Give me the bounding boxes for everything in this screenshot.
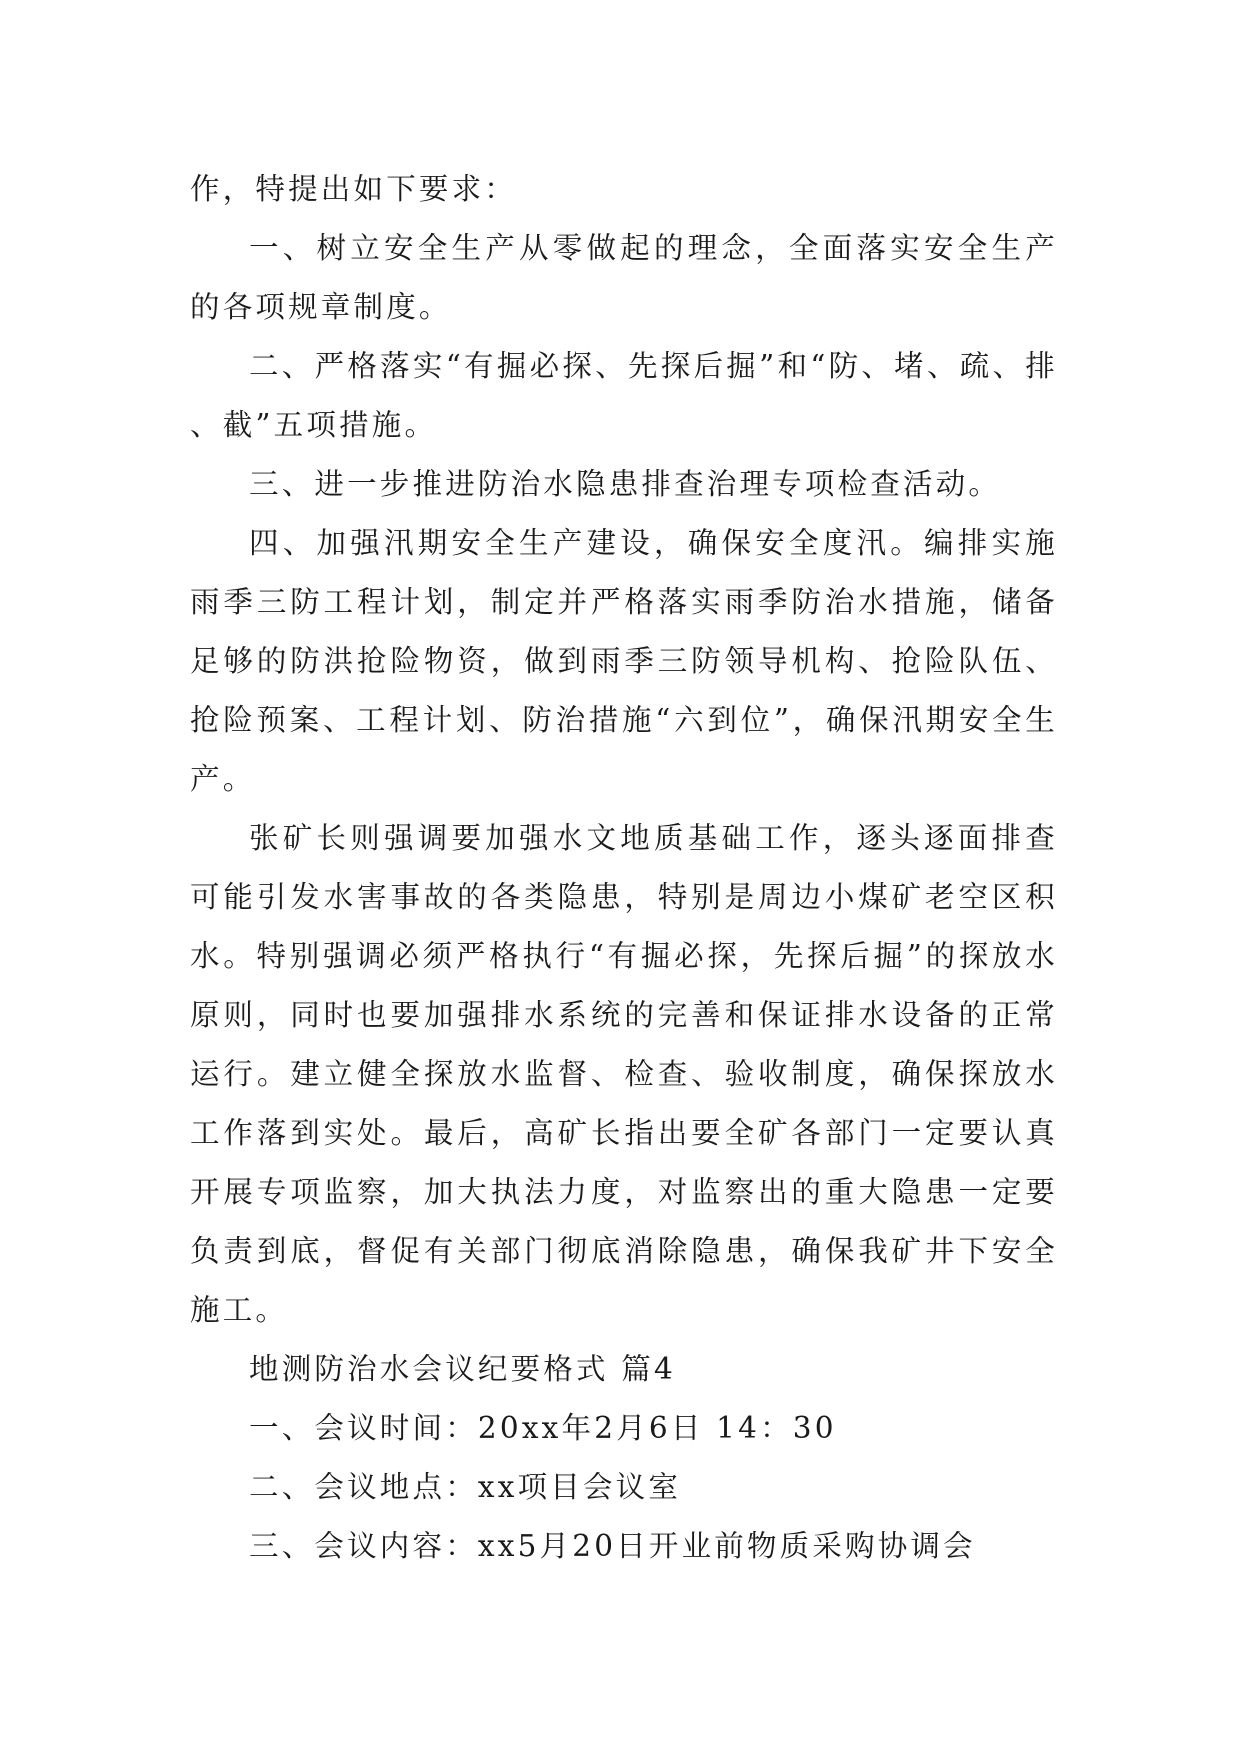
paragraph-requirement-4: 四、加强汛期安全生产建设，确保安全度汛。编排实施雨季三防工程计划，制定并严格落实雨季防治水措施，储备足够的防洪抢险物资，做到雨季三防领导机构、抢险队伍、抢险预案、工程计划、防治措施“六到位”，确保汛期安全生产。 <box>190 526 1058 796</box>
section-heading: 地测防治水会议纪要格式 篇4 <box>249 1352 676 1386</box>
document-body <box>190 160 1058 1576</box>
paragraph-director-remarks: 张矿长则强调要加强水文地质基础工作，逐头逐面排查可能引发水害事故的各类隐患，特别是周边小煤矿老空区积水。特别强调必须严格执行“有掘必探，先探后掘”的探放水原则，同时也要加强排水系统的完善和保证排水设备的正常运行。建立健全探放水监督、检查、验收制度，确保探放水工作落到实处。最后，高矿长指出要全矿各部门一定要认真开展专项监察，加大执法力度，对监察出的重大隐患一定要负责到底，督促有关部门彻底消除隐患，确保我矿井下安全施工。 <box>190 821 1058 1327</box>
meeting-location: 二、会议地点：xx项目会议室 <box>249 1470 682 1504</box>
paragraph-continuation: 作，特提出如下要求： <box>190 172 518 206</box>
paragraph-requirement-3: 三、进一步推进防治水隐患排查治理专项检查活动。 <box>249 467 1002 501</box>
paragraph-requirement-2: 二、严格落实“有掘必探、先探后掘”和“防、堵、疏、排、截”五项措施。 <box>190 349 1058 442</box>
meeting-content: 三、会议内容：xx5月20日开业前物质采购协调会 <box>249 1529 976 1563</box>
meeting-time: 一、会议时间：20xx年2月6日 14：30 <box>249 1411 837 1445</box>
paragraph-requirement-1: 一、树立安全生产从零做起的理念，全面落实安全生产的各项规章制度。 <box>190 231 1058 324</box>
